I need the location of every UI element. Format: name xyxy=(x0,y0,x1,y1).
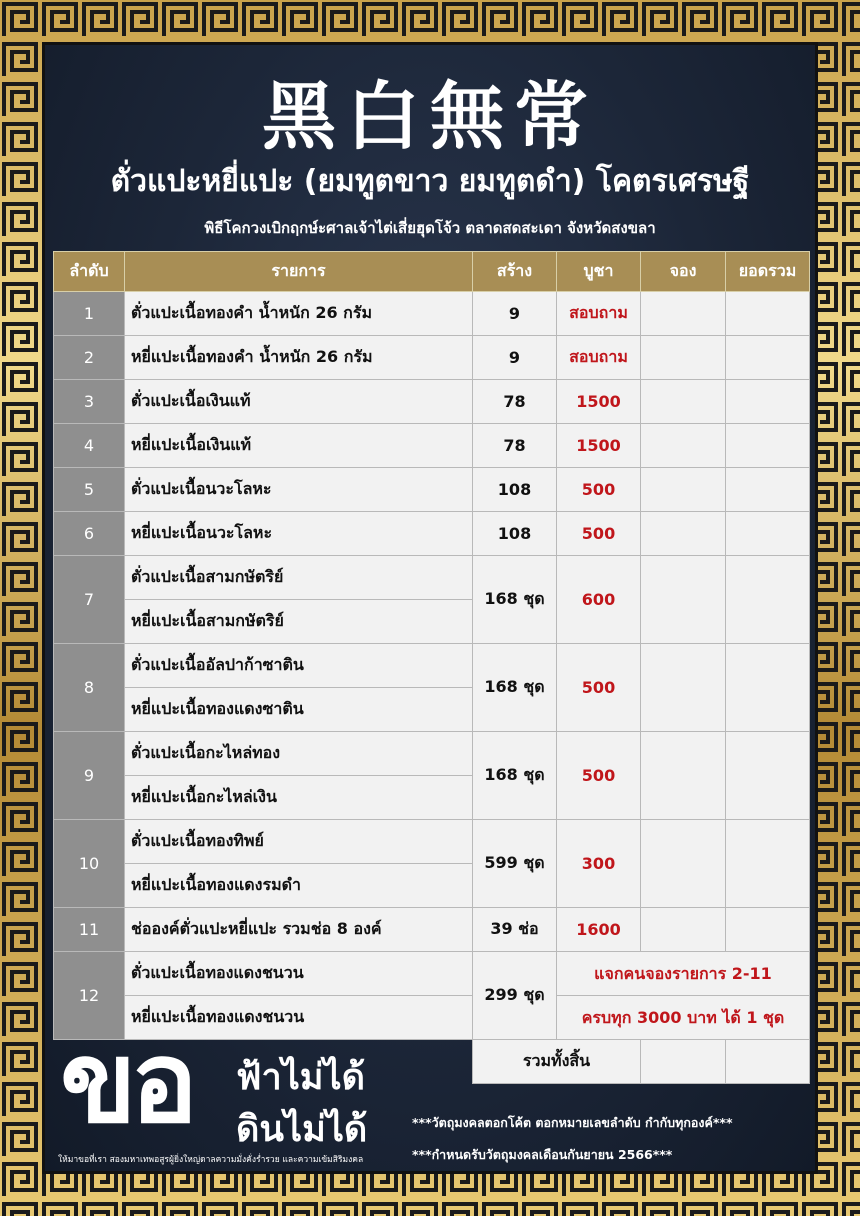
row-item: หยี่แปะเนื้อสามกษัตริย์ xyxy=(125,600,473,644)
row-item: ช่อองค์ตั่วแปะหยี่แปะ รวมช่อ 8 องค์ xyxy=(125,908,473,952)
row-total xyxy=(726,512,810,556)
header-price: บูชา xyxy=(557,252,641,292)
row-made: 108 xyxy=(473,512,557,556)
grand-total-reserve xyxy=(641,1040,726,1084)
row-number: 5 xyxy=(54,468,125,512)
row-reserve xyxy=(641,732,726,820)
row-made: 39 ช่อ xyxy=(473,908,557,952)
row-price: 500 xyxy=(557,468,641,512)
row-total xyxy=(726,292,810,336)
row-total xyxy=(726,732,810,820)
grand-total-value xyxy=(726,1040,810,1084)
header-total: ยอดรวม xyxy=(726,252,810,292)
promo-line-2: ครบทุก 3000 บาท ได้ 1 ชุด xyxy=(557,996,810,1040)
header-reserve: จอง xyxy=(641,252,726,292)
row-reserve xyxy=(641,644,726,732)
row-number: 12 xyxy=(54,952,125,1040)
row-made: 168 ชุด xyxy=(473,556,557,644)
row-item: หยี่แปะเนื้อทองแดงรมดำ xyxy=(125,864,473,908)
table-row xyxy=(54,424,810,468)
row-number: 3 xyxy=(54,380,125,424)
table-row xyxy=(54,292,810,336)
header-number: ลำดับ xyxy=(54,252,125,292)
row-number: 1 xyxy=(54,292,125,336)
row-price: 500 xyxy=(557,732,641,820)
row-reserve xyxy=(641,292,726,336)
table-row xyxy=(54,380,810,424)
row-number: 10 xyxy=(54,820,125,908)
footer-note-2: ***กำหนดรับวัตถุมงคลเดือนกันยายน 2566*** xyxy=(412,1147,673,1162)
row-item: หยี่แปะเนื้อทองคำ น้ำหนัก 26 กรัม xyxy=(125,336,473,380)
row-number: 9 xyxy=(54,732,125,820)
row-total xyxy=(726,644,810,732)
tagline: ให้มาขอที่เรา สองมหาเทพอสูรผู้ยิ่งใหญ่ดาลความมั่งคั่งร่ำรวย และความเข้มสิริมงคล xyxy=(58,1155,364,1165)
row-price: 300 xyxy=(557,820,641,908)
table-header-row xyxy=(54,252,810,292)
row-item: หยี่แปะเนื้อทองแดงชนวน xyxy=(125,996,473,1040)
row-price: 500 xyxy=(557,644,641,732)
price-table xyxy=(53,251,810,1084)
row-made: 78 xyxy=(473,424,557,468)
logo-big-text: ขอ xyxy=(60,1018,192,1148)
row-price: 1500 xyxy=(557,424,641,468)
row-total xyxy=(726,556,810,644)
table-row xyxy=(54,820,810,864)
row-total xyxy=(726,908,810,952)
header-made: สร้าง xyxy=(473,252,557,292)
title-chinese: 黑白無常 xyxy=(262,74,598,160)
row-item: ตั่วแปะเนื้ออัลปาก้าซาติน xyxy=(125,644,473,688)
row-reserve xyxy=(641,908,726,952)
logo-line-2: ดินไม่ได้ xyxy=(236,1109,368,1150)
row-item: ตั่วแปะเนื้อทองแดงชนวน xyxy=(125,952,473,996)
row-reserve xyxy=(641,556,726,644)
row-total xyxy=(726,336,810,380)
row-number: 2 xyxy=(54,336,125,380)
slogan-logo xyxy=(60,1018,390,1160)
row-made: 108 xyxy=(473,468,557,512)
row-number: 7 xyxy=(54,556,125,644)
row-number: 6 xyxy=(54,512,125,556)
header-item: รายการ xyxy=(125,252,473,292)
row-price: 600 xyxy=(557,556,641,644)
row-number: 8 xyxy=(54,644,125,732)
row-total xyxy=(726,380,810,424)
row-item: หยี่แปะเนื้อเงินแท้ xyxy=(125,424,473,468)
row-total xyxy=(726,820,810,908)
row-reserve xyxy=(641,820,726,908)
row-price: สอบถาม xyxy=(557,336,641,380)
table-row xyxy=(54,952,810,996)
logo-line-1: ฟ้าไม่ได้ xyxy=(236,1057,366,1098)
row-reserve xyxy=(641,468,726,512)
row-made: 9 xyxy=(473,292,557,336)
grand-total-label: รวมทั้งสิ้น xyxy=(473,1040,641,1084)
subtitle: พิธีโคกวงเบิกฤกษ์ะศาลเจ้าไต่เสี่ยฮุดโจ้ว ตลาดสดสะเดา จังหวัดสงขลา xyxy=(204,219,656,237)
row-number: 11 xyxy=(54,908,125,952)
row-item: หยี่แปะเนื้อทองแดงซาติน xyxy=(125,688,473,732)
row-made: 78 xyxy=(473,380,557,424)
row-item: หยี่แปะเนื้อนวะโลหะ xyxy=(125,512,473,556)
row-reserve xyxy=(641,512,726,556)
row-price: 500 xyxy=(557,512,641,556)
table-row xyxy=(54,336,810,380)
row-made: 599 ชุด xyxy=(473,820,557,908)
row-made: 9 xyxy=(473,336,557,380)
row-price: สอบถาม xyxy=(557,292,641,336)
row-made: 299 ชุด xyxy=(473,952,557,1040)
row-reserve xyxy=(641,336,726,380)
table-row xyxy=(54,644,810,688)
row-item: ตั่วแปะเนื้อทองทิพย์ xyxy=(125,820,473,864)
row-total xyxy=(726,424,810,468)
row-price: 1600 xyxy=(557,908,641,952)
row-reserve xyxy=(641,380,726,424)
row-item: ตั่วแปะเนื้อเงินแท้ xyxy=(125,380,473,424)
table-row xyxy=(54,908,810,952)
table-row xyxy=(54,732,810,776)
row-price: 1500 xyxy=(557,380,641,424)
row-made: 168 ชุด xyxy=(473,644,557,732)
table-row xyxy=(54,556,810,600)
row-item: ตั่วแปะเนื้อสามกษัตริย์ xyxy=(125,556,473,600)
row-item: ตั่วแปะเนื้อนวะโลหะ xyxy=(125,468,473,512)
promo-line-1: แจกคนจองรายการ 2-11 xyxy=(557,952,810,996)
row-item: ตั่วแปะเนื้อกะไหล่ทอง xyxy=(125,732,473,776)
table-row xyxy=(54,468,810,512)
row-made: 168 ชุด xyxy=(473,732,557,820)
footer-note-1: ***วัตถุมงคลตอกโค้ต ตอกหมายเลขลำดับ กำกับทุกองค์*** xyxy=(412,1115,733,1130)
row-item: ตั่วแปะเนื้อทองคำ น้ำหนัก 26 กรัม xyxy=(125,292,473,336)
row-number: 4 xyxy=(54,424,125,468)
row-reserve xyxy=(641,424,726,468)
row-item: หยี่แปะเนื้อกะไหล่เงิน xyxy=(125,776,473,820)
title-thai: ตั่วแปะหยี่แปะ (ยมทูตขาว ยมทูตดำ) โคตรเศรษฐี xyxy=(110,164,750,199)
row-total xyxy=(726,468,810,512)
table-row xyxy=(54,512,810,556)
